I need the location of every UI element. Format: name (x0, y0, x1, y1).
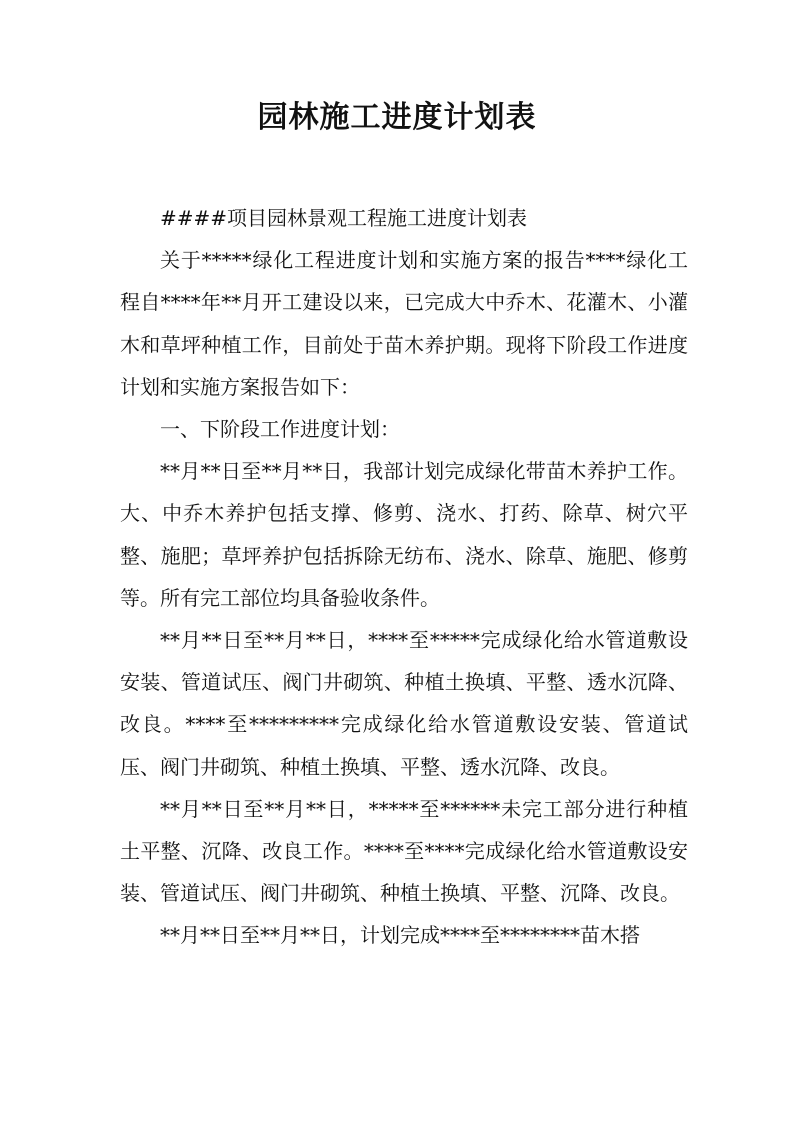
paragraph-schedule-3: **月**日至**月**日，*****至******未完工部分进行种植土平整、沉降、改良工作。****至****完成绿化给水管道敷设安装、管道试压、阀门井砌筑、种植土换填、平整、沉降、改良。 (120, 796, 688, 906)
paragraph-section-heading: 一、下阶段工作进度计划： (160, 417, 400, 442)
document-body (120, 197, 688, 957)
paragraph-project-heading: ####项目园林景观工程施工进度计划表 (160, 206, 528, 230)
paragraph-schedule-2: **月**日至**月**日，****至*****完成绿化给水管道敷设安装、管道试压、阀门井砌筑、种植土换填、平整、透水沉降、改良。****至*********完成绿化给水管道敷设安装、管道试压、阀门井砌筑、种植土换填、平整、透水沉降、改良。 (120, 628, 688, 779)
paragraph-schedule-1: **月**日至**月**日，我部计划完成绿化带苗木养护工作。大、中乔木养护包括支撑、修剪、浇水、打药、除草、树穴平整、施肥；草坪养护包括拆除无纺布、浇水、除草、施肥、修剪等。所有完工部位均具备验收条件。 (120, 459, 688, 610)
paragraph-report-intro: 关于*****绿化工程进度计划和实施方案的报告****绿化工程自****年**月开工建设以来，已完成大中乔木、花灌木、小灌木和草坪种植工作，目前处于苗木养护期。现将下阶段工作进度计划和实施方案报告如下： (120, 248, 688, 399)
paragraph-schedule-4: **月**日至**月**日，计划完成****至********苗木搭 (160, 923, 640, 948)
document-title: 园林施工进度计划表 (257, 100, 537, 135)
